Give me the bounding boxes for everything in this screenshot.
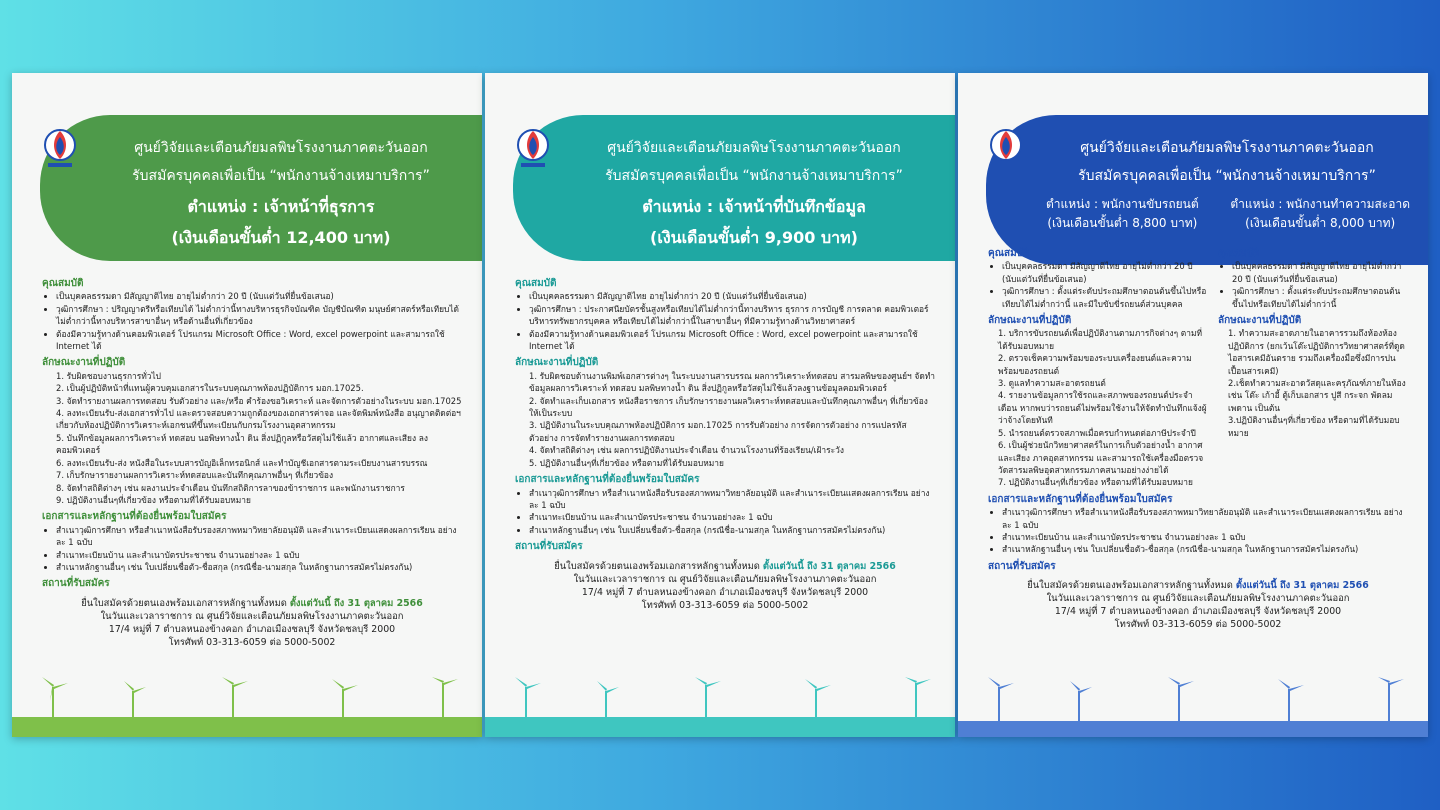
poster-driver-cleaner bbox=[958, 73, 1428, 737]
address: 17/4 หมู่ที่ 7 ตำบลหนองข้างคอก อำเภอเมืองชลบุรี จังหวัดชลบุรี 2000 bbox=[1054, 606, 1342, 618]
list-item: 3.ปฏิบัติงานอื่นๆที่เกี่ยวข้อง หรือตามที่ได้รับมอบหมาย bbox=[1228, 415, 1400, 438]
duty-heading: ลักษณะงานที่ปฏิบัติ bbox=[42, 357, 126, 369]
list-item: • สำเนาหลักฐานอื่นๆ เช่น ใบเปลี่ยนชื่อตัว-ชื่อสกุล (กรณีชื่อ-นามสกุล ในหลักฐานการสมัครไม่ตรงกัน) bbox=[1002, 543, 1408, 555]
org-logo-icon bbox=[988, 125, 1024, 173]
list-item: 4. รายงานข้อมูลการใช้รถและสภาพของรถยนต์ประจำเดือน หากพบว่ารถยนต์ไม่พร้อมใช้งานให้จัดทำบันทึกแจ้งผู้ว่าจ้างโดยทันที bbox=[998, 390, 1207, 426]
list-item: • เป็นบุคคลธรรมดา มีสัญญาติไทย อายุไม่ต่ำกว่า 20 ปี (นับแต่วันที่ยื่นข้อเสนอ) bbox=[1232, 260, 1408, 285]
poster-body bbox=[515, 273, 935, 612]
list-item: 7. ปฏิบัติงานอื่นๆที่เกี่ยวข้อง หรือตามที่ได้รับมอบหมาย bbox=[998, 477, 1193, 488]
salary: (เงินเดือนขั้นต่ำ 12,400 บาท) bbox=[171, 228, 391, 247]
place-heading: สถานที่รับสมัคร bbox=[988, 560, 1056, 572]
qualification-heading: คุณสมบัติ bbox=[515, 278, 557, 289]
list-item: • ต้องมีความรู้ทางด้านคอมพิวเตอร์ โปรแกรม Microsoft Office : Word, excel powerpoint และสามารถใช้ Internet ได้ bbox=[56, 328, 462, 353]
documents-list bbox=[515, 487, 935, 537]
address: 17/4 หมู่ที่ 7 ตำบลหนองข้างคอก อำเภอเมืองชลบุรี จังหวัดชลบุรี 2000 bbox=[581, 586, 869, 598]
apply-text: ยื่นใบสมัครด้วยตนเองพร้อมเอกสารหลักฐานทั้งหมด bbox=[81, 597, 287, 609]
org-name: ศูนย์วิจัยและเตือนภัยมลพิษโรงงานภาคตะวันออก bbox=[134, 140, 428, 156]
two-column-section bbox=[988, 243, 1408, 489]
list-item: 2. จัดทำและเก็บเอกสาร หนังสือราชการ เก็บรักษารายงานผลวิเคราะห์ทดสอบและบันทึกคุณภาพอื่นๆ ที่เกี่ยวข้องให้เป็นระบบ bbox=[529, 395, 928, 419]
qualification-heading: คุณสมบัติ bbox=[1218, 248, 1260, 259]
list-item: 1. ทำความสะอาดภายในอาคารรวมถึงห้องห้องปฏิบัติการ (ยกเว้นโต๊ะปฏิบัติการวิทยาศาสตร์ที่ดูดไอสารเคมีอันตราย รวมถึงเครื่องมือซึ่งมีการปนเปื้อนสารเคมี) bbox=[1228, 328, 1405, 376]
wind-turbine-decoration-icon bbox=[12, 677, 482, 737]
poster-body bbox=[42, 273, 462, 649]
position-title: ตำแหน่ง : เจ้าหน้าที่บันทึกข้อมูล bbox=[642, 197, 866, 216]
application-info bbox=[515, 560, 935, 612]
documents-list bbox=[42, 524, 462, 574]
list-item: • ต้องมีความรู้ทางด้านคอมพิวเตอร์ โปรแกรม Microsoft Office : Word, excel powerpoint และสามารถใช้ Internet ได้ bbox=[529, 328, 935, 353]
list-item: 4. จัดทำสถิติต่างๆ เช่น ผลการปฏิบัติงานประจำเดือน จำนวนโรงงานที่ร้องเรียน/เฝ้าระวัง bbox=[529, 445, 844, 456]
position-title: ตำแหน่ง : พนักงานทำความสะอาด bbox=[1230, 197, 1410, 211]
header-banner bbox=[513, 115, 955, 261]
list-item: 3. จัดทำรายงานผลการทดสอบ รับตัวอย่าง และ/หรือ คำร้องขอวิเคราะห์ และจัดการตัวอย่างในระบบ มอก.17025 bbox=[56, 395, 462, 406]
list-item: 5. ปฏิบัติงานอื่นๆที่เกี่ยวข้อง หรือตามที่ได้รับมอบหมาย bbox=[529, 457, 724, 468]
position-row bbox=[986, 195, 1428, 233]
list-item: • วุฒิการศึกษา : ประกาศนียบัตรชั้นสูงหรือเทียบได้ไม่ต่ำกว่านี้ทางบริหาร ธุรการ การบัญชี การตลาด คอมพิวเตอร์ บริหารทรัพยากรบุคคล หรือเทียบได้ไม่ต่ำกว่านี้ในสาขาอื่นๆ ที่มีความรู้ทางด้านวิทยาศาสตร์ bbox=[529, 303, 935, 328]
deadline: ตั้งแต่วันนี้ ถึง 31 ตุลาคม 2566 bbox=[1235, 580, 1369, 592]
wind-turbine-decoration-icon bbox=[485, 677, 955, 737]
list-item: • สำเนาหลักฐานอื่นๆ เช่น ใบเปลี่ยนชื่อตัว-ชื่อสกุล (กรณีชื่อ-นามสกุล ในหลักฐานการสมัครไม่ตรงกัน) bbox=[529, 524, 935, 536]
list-item: 6. เป็นผู้ช่วยนักวิทยาศาสตร์ในการเก็บตัวอย่างน้ำ อากาศ และเสียง ภาคอุตสาหกรรม และสามารถใช้เครื่องมือตรวจวัดสารมลพิษอุตสาหกรรมภาคสนามอย่างง่ายได้ bbox=[998, 440, 1204, 475]
list-item: 5. นำรถยนต์ตรวจสภาพเมื่อครบกำหนดต่อภาษีประจำปี bbox=[998, 427, 1196, 438]
duty-list bbox=[988, 327, 1208, 488]
qualification-list bbox=[515, 290, 935, 352]
list-item: • เป็นบุคคลธรรมดา มีสัญญาติไทย อายุไม่ต่ำกว่า 20 ปี (นับแต่วันที่ยื่นข้อเสนอ) bbox=[56, 290, 462, 302]
position-title: ตำแหน่ง : เจ้าหน้าที่ธุรการ bbox=[187, 197, 375, 216]
list-item: 2.เช็ดทำความสะอาดวัสดุและครุภัณฑ์ภายในห้อง เช่น โต๊ะ เก้าอี้ ตู้เก็บเอกสาร ปูสี กระจก พัดลม เพดาน เป็นต้น bbox=[1228, 378, 1406, 413]
list-item: 2. ตรวจเช็คความพร้อมของระบบเครื่องยนต์และความพร้อมของรถยนต์ bbox=[998, 353, 1192, 376]
phone: โทรศัพท์ 03-313-6059 ต่อ 5000-5002 bbox=[641, 599, 809, 611]
documents-heading: เอกสารและหลักฐานที่ต้องยื่นพร้อมใบสมัคร bbox=[515, 474, 700, 486]
qualification-list bbox=[42, 290, 462, 352]
office-hours: ในวันและเวลาราชการ ณ ศูนย์วิจัยและเตือนภัยมลพิษโรงงานภาคตะวันออก bbox=[573, 573, 877, 585]
list-item: 3. ปฏิบัติงานในระบบคุณภาพห้องปฏิบัติการ มอก.17025 การรับตัวอย่าง การจัดการตัวอย่าง การแปลรหัสตัวอย่าง การจัดทำรายงานผลการทดสอบ bbox=[529, 420, 907, 443]
list-item: 2. เป็นผู้ปฏิบัติหน้าที่แทนผู้ควบคุมเอกสารในระบบคุณภาพห้องปฏิบัติการ มอก.17025. bbox=[56, 383, 364, 394]
apply-text: ยื่นใบสมัครด้วยตนเองพร้อมเอกสารหลักฐานทั้งหมด bbox=[554, 560, 760, 572]
position-title: ตำแหน่ง : พนักงานขับรถยนต์ bbox=[1046, 197, 1199, 211]
duty-list bbox=[515, 370, 935, 469]
qualification-list bbox=[988, 260, 1208, 310]
header-banner bbox=[40, 115, 482, 261]
org-logo-icon bbox=[42, 125, 78, 173]
list-item: 5. บันทึกข้อมูลผลการวิเคราะห์ ทดสอบ นอพิษทางน้ำ ดิน สิ่งปฏิกูลหรือวัสดุไม่ใช้แล้ว อากาศและเสียง ลงคอมพิวเตอร์ bbox=[56, 432, 428, 456]
salary: (เงินเดือนขั้นต่ำ 8,000 บาท) bbox=[1245, 216, 1396, 230]
application-info bbox=[988, 579, 1408, 631]
phone: โทรศัพท์ 03-313-6059 ต่อ 5000-5002 bbox=[1114, 619, 1282, 631]
apply-text: ยื่นใบสมัครด้วยตนเองพร้อมเอกสารหลักฐานทั้งหมด bbox=[1027, 580, 1233, 592]
duty-list bbox=[42, 370, 462, 506]
cleaner-column bbox=[1218, 243, 1408, 489]
poster-data-entry bbox=[485, 73, 955, 737]
list-item: 6. ลงทะเบียนรับ-ส่ง หนังสือในระบบสารบัญอิเล็กทรอนิกส์ และทำบัญชีเอกสารตามระเบียบงานสารบรรณ bbox=[56, 457, 428, 468]
qualification-heading: คุณสมบัติ bbox=[988, 248, 1030, 259]
list-item: • เป็นบุคคลธรรมดา มีสัญญาติไทย อายุไม่ต่ำกว่า 20 ปี (นับแต่วันที่ยื่นข้อเสนอ) bbox=[529, 290, 935, 302]
poster-body bbox=[988, 243, 1408, 631]
place-heading: สถานที่รับสมัคร bbox=[42, 578, 110, 590]
list-item: 1. รับผิดชอบด้านงานพิมพ์เอกสารต่างๆ ในระบบงานสารบรรณ ผลการวิเคราะห์ทดสอบ สารมลพิษของศูนย์ฯ จัดทำข้อมูลผลการวิเคราะห์ ทดสอบ มลพิษทางน้ำ ดิน สิ่งปฏิกูลหรือวัสดุไม่ใช้แล้วลงฐานข้อมูลคอมพิวเตอร์ bbox=[529, 370, 935, 394]
duty-list bbox=[1218, 327, 1408, 439]
list-item: • สำเนาวุฒิการศึกษา หรือสำเนาหนังสือรับรองสภาพหมาวิทยาลัยอนุมัติ และสำเนาระเบียนแสดงผลการเรียน อย่างละ 1 ฉบับ bbox=[56, 524, 462, 549]
list-item: 1. บริการขับรถยนต์เพื่อปฏิบัติงานตามภารกิจต่างๆ ตามที่ได้รับมอบหมาย bbox=[998, 328, 1202, 351]
recruit-line: รับสมัครบุคคลเพื่อเป็น “พนักงานจ้างเหมาบริการ” bbox=[132, 168, 430, 184]
duty-heading: ลักษณะงานที่ปฏิบัติ bbox=[1218, 315, 1302, 327]
list-item: • เป็นบุคคลธรรมดา มีสัญญาติไทย อายุไม่ต่ำกว่า 20 ปี (นับแต่วันที่ยื่นข้อเสนอ) bbox=[1002, 260, 1208, 285]
salary: (เงินเดือนขั้นต่ำ 8,800 บาท) bbox=[1047, 216, 1198, 230]
list-item: • สำเนาทะเบียนบ้าน และสำเนาบัตรประชาชน จำนวนอย่างละ 1 ฉบับ bbox=[529, 511, 935, 523]
recruit-line: รับสมัครบุคคลเพื่อเป็น “พนักงานจ้างเหมาบริการ” bbox=[605, 168, 903, 184]
list-item: • สำเนาวุฒิการศึกษา หรือสำเนาหนังสือรับรองสภาพหมาวิทยาลัยอนุมัติ และสำเนาระเบียนแสดงผลการเรียน อย่างละ 1 ฉบับ bbox=[1002, 506, 1408, 531]
wind-turbine-decoration-icon bbox=[958, 677, 1428, 737]
recruit-line: รับสมัครบุคคลเพื่อเป็น “พนักงานจ้างเหมาบริการ” bbox=[1078, 168, 1376, 184]
list-item: 7. เก็บรักษารายงานผลการวิเคราะห์ทดสอบและบันทึกคุณภาพอื่นๆ ที่เกี่ยวข้อง bbox=[56, 470, 334, 481]
deadline: ตั้งแต่วันนี้ ถึง 31 ตุลาคม 2566 bbox=[289, 597, 423, 609]
deadline: ตั้งแต่วันนี้ ถึง 31 ตุลาคม 2566 bbox=[762, 560, 896, 572]
list-item: • สำเนาทะเบียนบ้าน และสำเนาบัตรประชาชน จำนวนอย่างละ 1 ฉบับ bbox=[1002, 531, 1408, 543]
list-item: • วุฒิการศึกษา : ตั้งแต่ระดับประถมศึกษาตอนต้นขึ้นไปหรือเทียบได้ไม่ต่ำกว่านี้ และมีใบขับขี่รถยนต์ส่วนบุคคล bbox=[1002, 285, 1208, 310]
list-item: • สำเนาวุฒิการศึกษา หรือสำเนาหนังสือรับรองสภาพหมาวิทยาลัยอนุมัติ และสำเนาระเบียนแสดงผลการเรียน อย่างละ 1 ฉบับ bbox=[529, 487, 935, 512]
address: 17/4 หมู่ที่ 7 ตำบลหนองข้างคอก อำเภอเมืองชลบุรี จังหวัดชลบุรี 2000 bbox=[108, 623, 396, 635]
list-item: 1. รับผิดชอบงานธุรการทั่วไป bbox=[56, 370, 161, 381]
driver-column bbox=[988, 243, 1208, 489]
qualification-list bbox=[1218, 260, 1408, 310]
list-item: 8. จัดทำสถิติต่างๆ เช่น ผลงานประจำเดือน บันทึกสถิติการลาของข้าราชการ และพนักงานราชการ bbox=[56, 482, 405, 493]
poster-clerk bbox=[12, 73, 482, 737]
office-hours: ในวันและเวลาราชการ ณ ศูนย์วิจัยและเตือนภัยมลพิษโรงงานภาคตะวันออก bbox=[1046, 593, 1350, 605]
documents-list bbox=[988, 506, 1408, 556]
place-heading: สถานที่รับสมัคร bbox=[515, 541, 583, 553]
duty-heading: ลักษณะงานที่ปฏิบัติ bbox=[988, 315, 1072, 327]
salary: (เงินเดือนขั้นต่ำ 9,900 บาท) bbox=[650, 228, 858, 247]
org-name: ศูนย์วิจัยและเตือนภัยมลพิษโรงงานภาคตะวันออก bbox=[1080, 140, 1374, 156]
office-hours: ในวันและเวลาราชการ ณ ศูนย์วิจัยและเตือนภัยมลพิษโรงงานภาคตะวันออก bbox=[100, 610, 404, 622]
documents-heading: เอกสารและหลักฐานที่ต้องยื่นพร้อมใบสมัคร bbox=[42, 511, 227, 523]
org-name: ศูนย์วิจัยและเตือนภัยมลพิษโรงงานภาคตะวันออก bbox=[607, 140, 901, 156]
position-cleaner bbox=[1230, 195, 1410, 233]
list-item: • สำเนาหลักฐานอื่นๆ เช่น ใบเปลี่ยนชื่อตัว-ชื่อสกุล (กรณีชื่อ-นามสกุล ในหลักฐานการสมัครไม่ตรงกัน) bbox=[56, 561, 462, 573]
application-info bbox=[42, 597, 462, 649]
phone: โทรศัพท์ 03-313-6059 ต่อ 5000-5002 bbox=[168, 636, 336, 648]
list-item: 4. ลงทะเบียนรับ-ส่งเอกสารทั่วไป และตรวจสอบความถูกต้องของเอกสารค่าจอ และจัดพิมพ์หนังสือ อนุญาตติดต่อฯ เกี่ยวกับห้องปฏิบัติการวิเคราะห์เอกชนที่ขึ้นทะเบียนกับกรมโรงงานอุตสาหกรรม bbox=[56, 408, 461, 431]
list-item: 3. ดูแลทำความสะอาดรถยนต์ bbox=[998, 378, 1106, 389]
qualification-heading: คุณสมบัติ bbox=[42, 278, 84, 289]
list-item: 9. ปฏิบัติงานอื่นๆที่เกี่ยวข้อง หรือตามที่ได้รับมอบหมาย bbox=[56, 494, 251, 505]
duty-heading: ลักษณะงานที่ปฏิบัติ bbox=[515, 357, 599, 369]
org-logo-icon bbox=[515, 125, 551, 173]
list-item: • วุฒิการศึกษา : ตั้งแต่ระดับประถมศึกษาตอนต้นขึ้นไปหรือเทียบได้ไม่ต่ำกว่านี้ bbox=[1232, 285, 1408, 310]
position-driver bbox=[1046, 195, 1199, 233]
documents-heading: เอกสารและหลักฐานที่ต้องยื่นพร้อมใบสมัคร bbox=[988, 493, 1173, 505]
list-item: • วุฒิการศึกษา : ปริญญาตรีหรือเทียบได้ ไม่ต่ำกว่านี้ทางบริหารธุรกิจบัณฑิต บัญชีบัณฑิต มนุษย์ศาสตร์หรือเทียบได้ไม่ต่ำกว่านี้ทางบริหารสาขาอื่นๆ หรือด้านอื่นที่เกี่ยวข้อง bbox=[56, 303, 462, 328]
list-item: • สำเนาทะเบียนบ้าน และสำเนาบัตรประชาชน จำนวนอย่างละ 1 ฉบับ bbox=[56, 549, 462, 561]
